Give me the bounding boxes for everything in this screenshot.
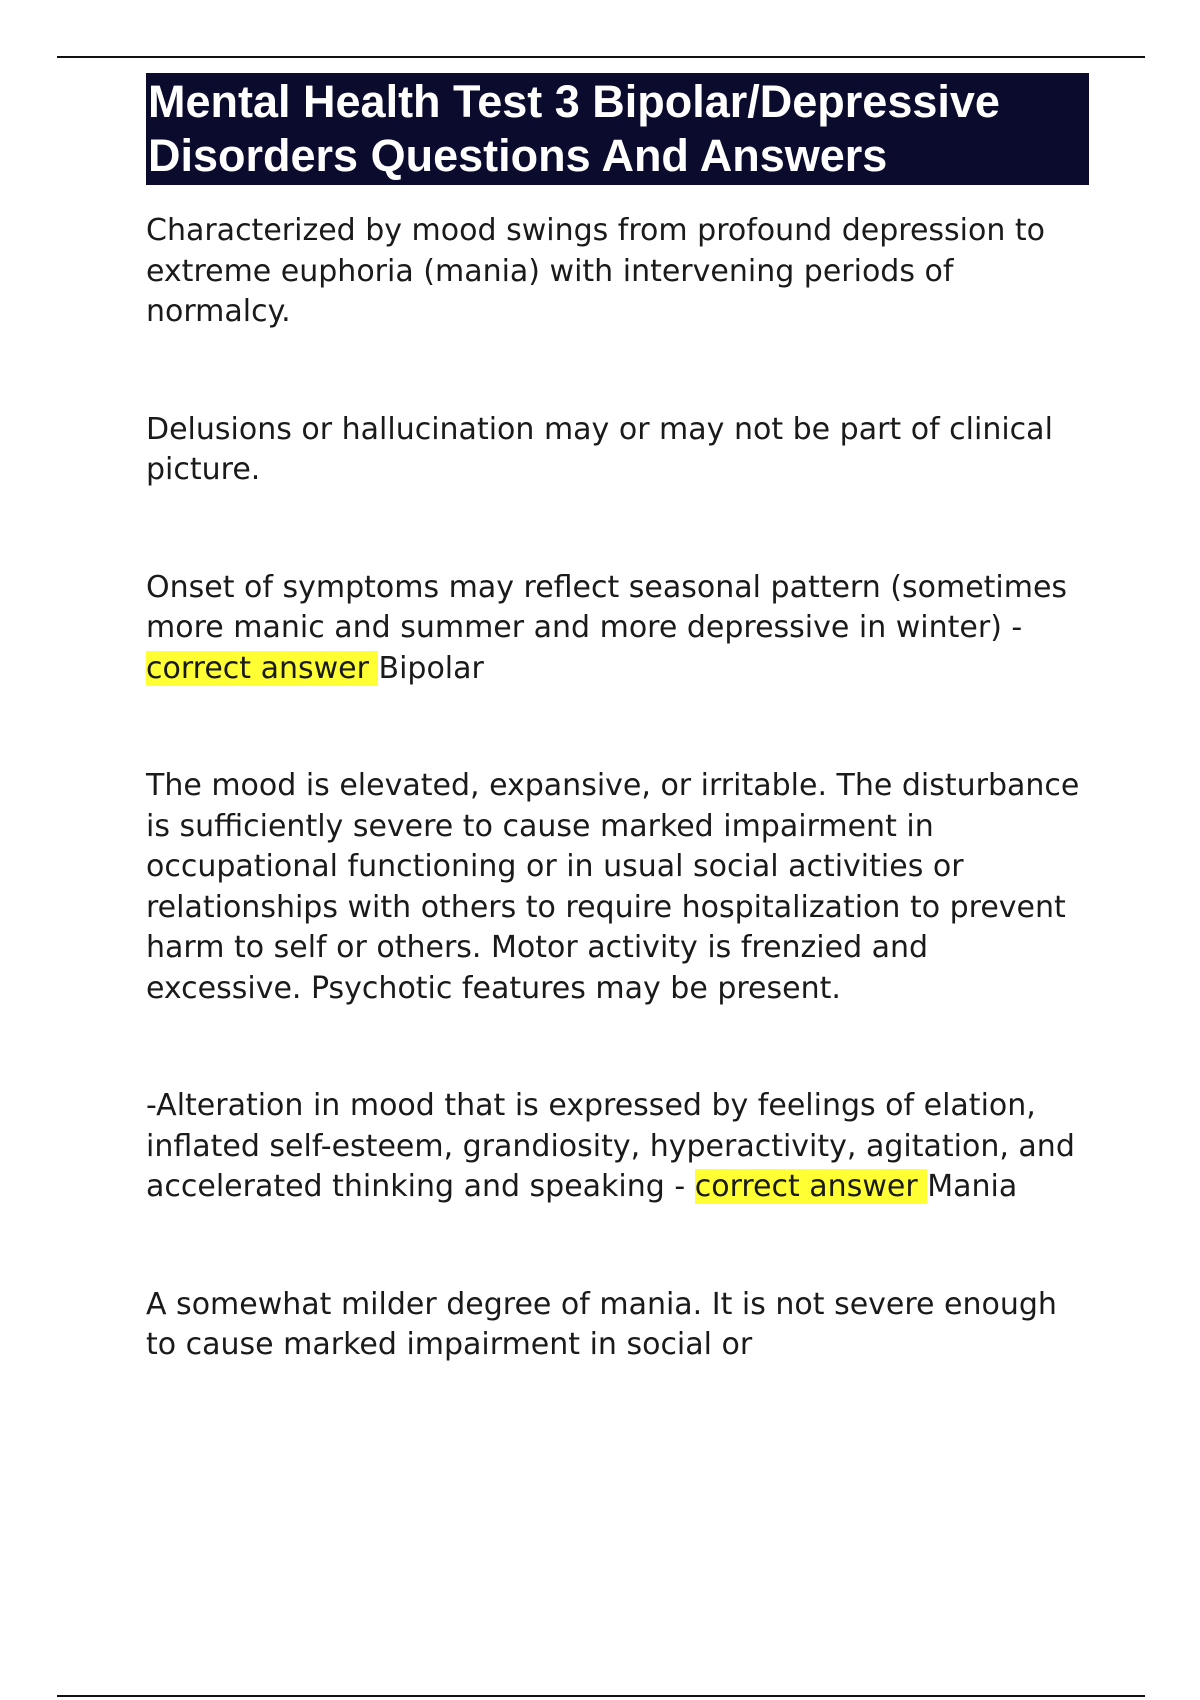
- qa-entry: [146, 1285, 1089, 1366]
- correct-answer-label: correct answer: [694, 1169, 928, 1204]
- entry-text: [146, 1285, 1089, 1366]
- entry-question: Delusions or hallucination may or may not be part of clinical picture.: [146, 411, 1053, 487]
- entry-question: Onset of symptoms may reflect seasonal pattern (sometimes more manic and summer and more depressive in winter) -: [146, 569, 1068, 645]
- entry-answer: Bipolar: [378, 650, 484, 686]
- entry-text: [146, 410, 1089, 491]
- qa-entry: [146, 568, 1089, 690]
- correct-answer-label: correct answer: [146, 650, 379, 686]
- document-page: [146, 73, 1089, 1443]
- entry-text: [146, 211, 1089, 333]
- entry-text: [146, 1086, 1089, 1208]
- entry-question: -Alteration in mood that is expressed by feelings of elation, inflated self-esteem, grandiosity, hyperactivity, agitation, and accelerated thinking and speaking -: [146, 1088, 1075, 1204]
- qa-entry: [146, 410, 1089, 491]
- entry-answer: Mania: [927, 1169, 1018, 1204]
- top-rule: [57, 56, 1145, 58]
- qa-entry: [146, 766, 1089, 1009]
- entry-text: [146, 568, 1089, 690]
- document-title: Mental Health Test 3 Bipolar/Depressive Disorders Questions And Answers: [146, 73, 1089, 185]
- entry-question: Characterized by mood swings from profound depression to extreme euphoria (mania) with intervening periods of normalcy.: [146, 213, 1046, 329]
- entry-question: A somewhat milder degree of mania. It is not severe enough to cause marked impairment in social or: [146, 1286, 1057, 1362]
- qa-entry: [146, 211, 1089, 333]
- bottom-rule: [57, 1695, 1145, 1697]
- qa-entry: [146, 1086, 1089, 1208]
- entry-question: The mood is elevated, expansive, or irritable. The disturbance is sufficiently severe to cause marked impairment in occupational functioning or in usual social activities or relationships with others to require hospitalization to prevent harm to self or others. Motor activity is frenzied and excessive. Psychotic features may be present.: [146, 768, 1080, 1006]
- entry-text: [146, 766, 1089, 1009]
